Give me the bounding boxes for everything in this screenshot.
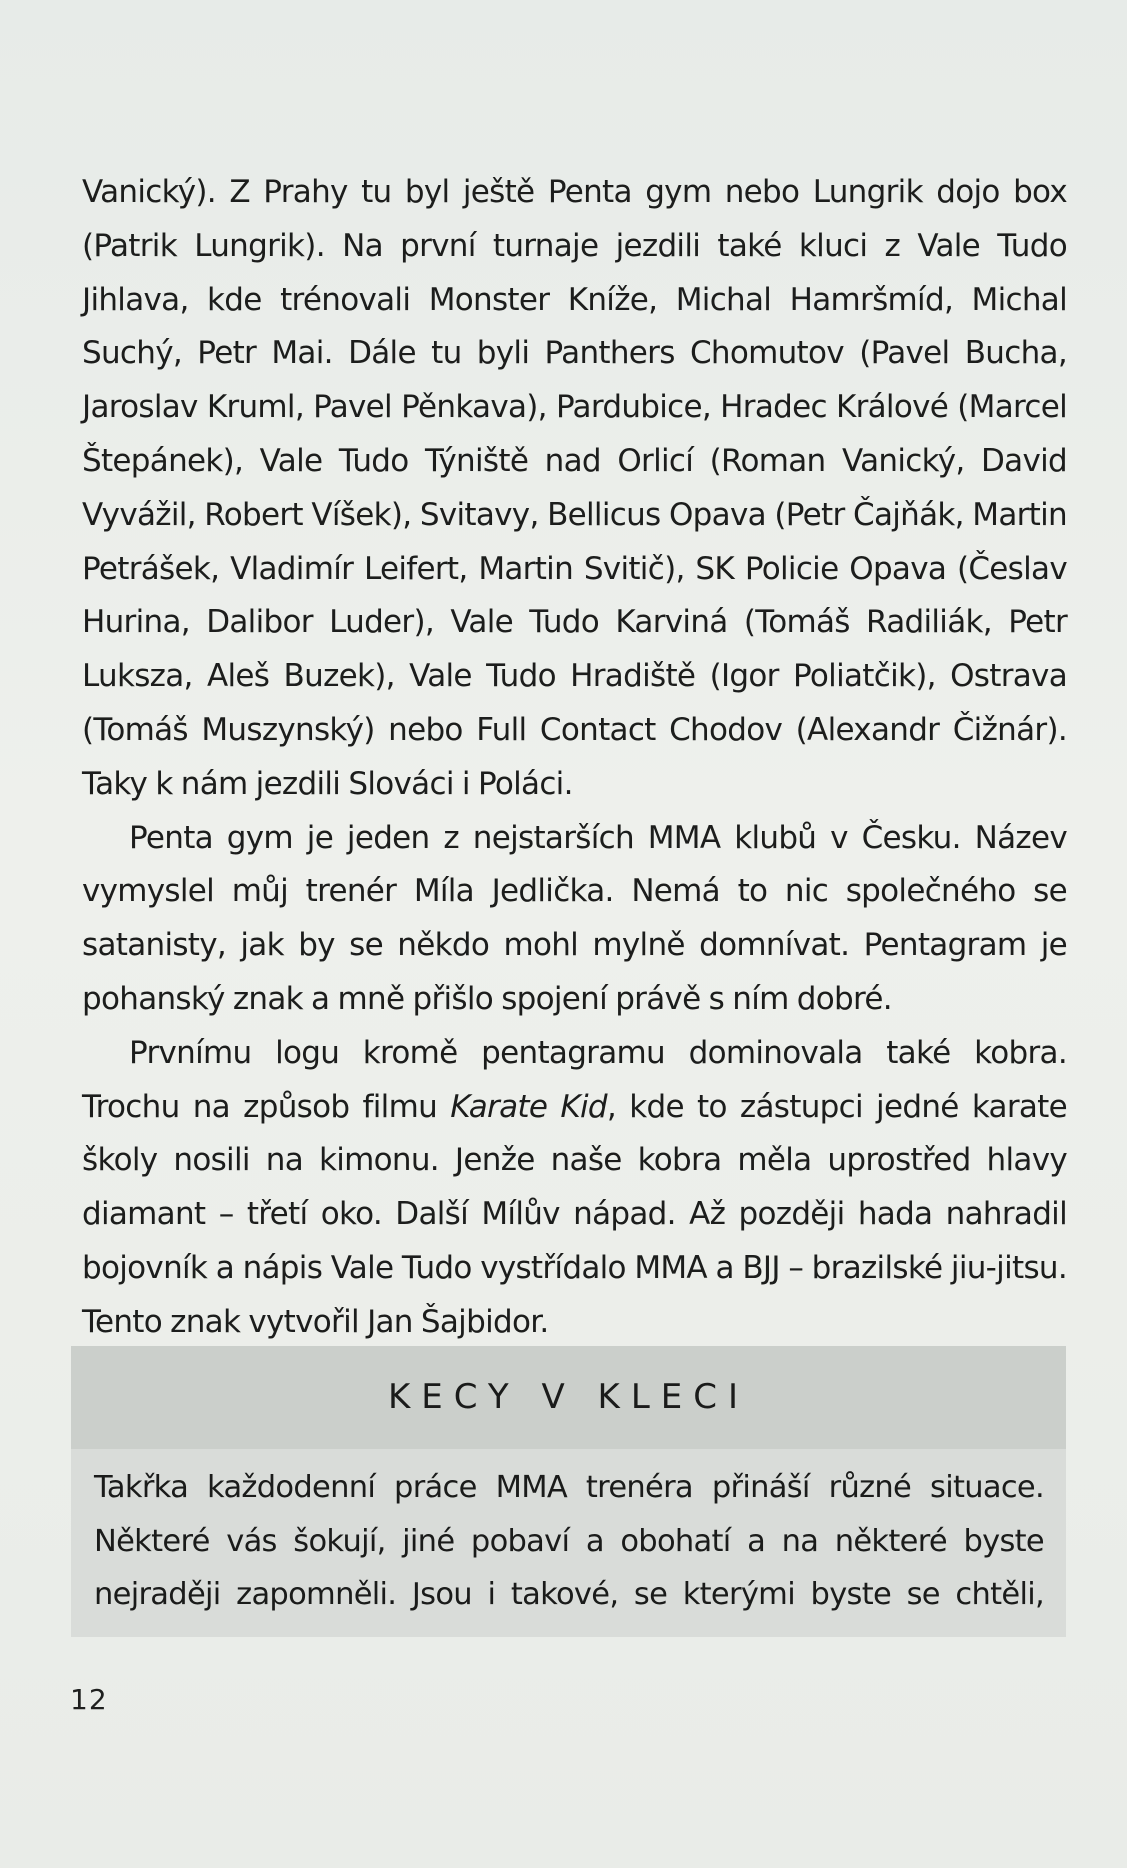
paragraph-1: Vanický). Z Prahy tu byl ještě Penta gym nebo Lungrik dojo box (Patrik Lungrik). Na první turnaje jezdili také kluci z Vale Tudo Jihlava, kde trénovali Monster Kníže, Michal Hamršmíd, Michal Suchý, Petr Mai. Dále tu byli Panthers Chomutov (Pavel Bucha, Jaroslav Kruml, Pavel Pěnkava), Pardubice, Hradec Králové (Marcel Štepánek), Vale Tudo Týniště nad Orlicí (Roman Vanický, David Vyvážil, Robert Víšek), Svitavy, Bellicus Opava (Petr Čajňák, Martin Petrášek, Vladimír Leifert, Martin Svitič), SK Policie Opava (Česlav Hurina, Dalibor Luder), Vale Tudo Karviná (Tomáš Radiliák, Petr Luksza, Aleš Buzek), Vale Tudo Hradiště (Igor Poliatčik), Ostrava (Tomáš Muszynský) nebo Full Contact Chodov (Alexandr Čižnár). Taky k nám jezdili Slováci i Poláci. — [82, 174, 1067, 802]
film-title: Karate Kid — [450, 1088, 607, 1125]
paragraph-3-text-end: , kde to zástupci jedné karate školy nosili na kimonu. Jenže naše kobra měla uprostřed hlavy diamant – třetí oko. Další Mílův nápad. Až později hada nahradil bojovník a nápis Vale Tudo vystřídalo MMA a BJJ – brazilské jiu-jitsu. Tento znak vytvořil Jan Šajbidor. — [82, 1088, 1067, 1340]
paragraph-2: Penta gym je jeden z nejstarších MMA klubů v Česku. Název vymyslel můj trenér Míla Jedlička. Nemá to nic společného se satanisty, jak by se někdo mohl mylně domnívat. Pentagram je pohanský znak a mně přišlo spojení právě s ním dobré. — [82, 819, 1067, 1017]
sidebar-box-header — [71, 1346, 1066, 1449]
sidebar-box-text: Takřka každodenní práce MMA trenéra přináší různé situace. Některé vás šokují, jiné pobaví a obohatí a na některé byste nejraději zapomněli. Jsou i takové, se kterými byste se chtěli, — [94, 1470, 1044, 1612]
body-text — [82, 166, 1067, 1350]
page-number: 12 — [70, 1683, 108, 1716]
sidebar-box — [71, 1346, 1066, 1637]
paragraph-3 — [82, 1027, 1067, 1350]
sidebar-box-title: KECY V KLECI — [387, 1377, 750, 1417]
paragraph-3-text-start: Prvnímu logu kromě pentagramu dominovala také kobra. Trochu na způsob filmu — [82, 1034, 1067, 1125]
